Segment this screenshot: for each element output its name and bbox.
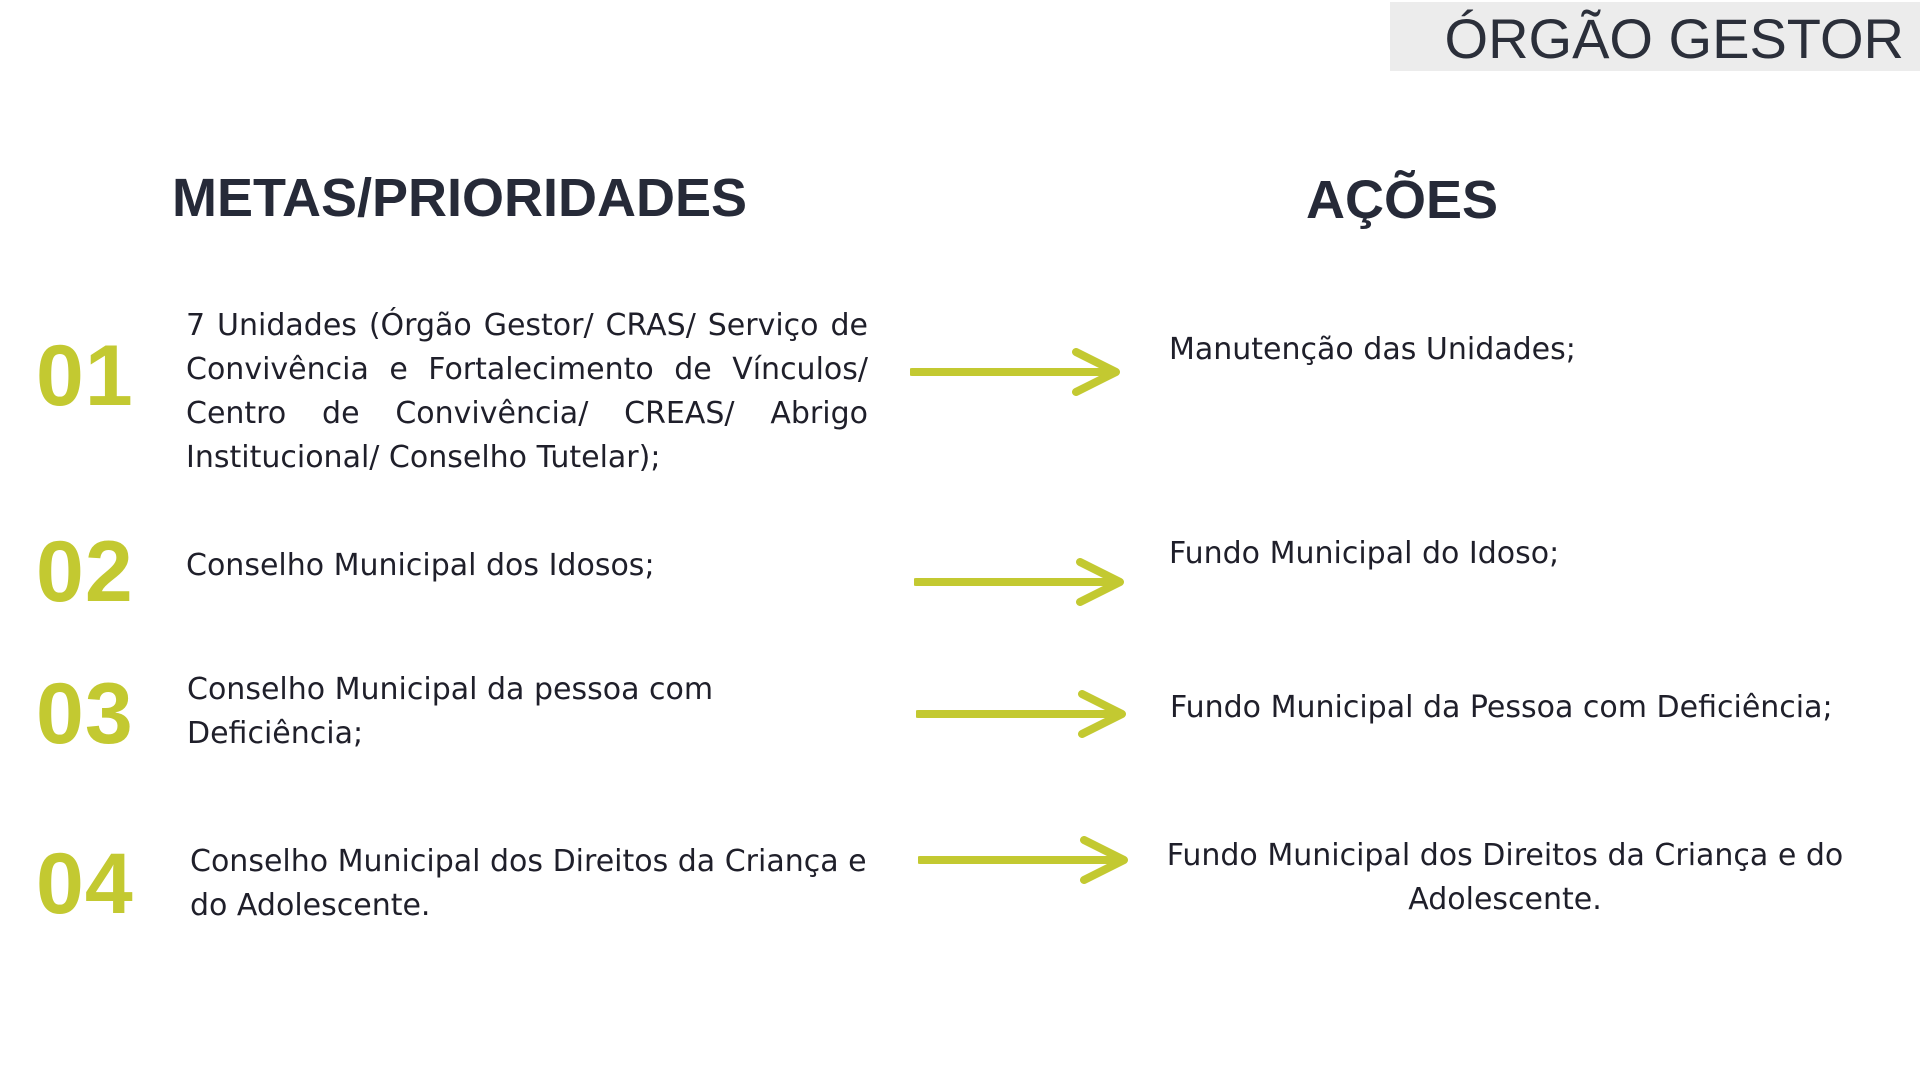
section-title: ÓRGÃO GESTOR: [1444, 7, 1904, 70]
row-number: 04: [36, 836, 134, 932]
arrow-right-icon: [916, 690, 1131, 738]
row-number: 03: [36, 666, 134, 762]
row-goal-text: 7 Unidades (Órgão Gestor/ CRAS/ Serviço de Convivência e Fortalecimento de Vínculos/ Centro de Convivência/ CREAS/ Abrigo Institucional/ Conselho Tutelar);: [186, 308, 868, 475]
arrow-right-icon: [914, 558, 1129, 606]
row-number: 02: [36, 524, 134, 620]
row-action-text: Fundo Municipal do Idoso;: [1169, 536, 1560, 571]
row-goal-text: Conselho Municipal dos Direitos da Criança e do Adolescente.: [190, 844, 867, 923]
metas-heading: METAS/PRIORIDADES: [172, 168, 748, 228]
row-goal-text: Conselho Municipal dos Idosos;: [186, 548, 655, 583]
acoes-heading: AÇÕES: [1306, 170, 1499, 230]
priority-row: [0, 660, 1920, 770]
arrow-right-icon: [910, 348, 1125, 396]
row-action-text: Fundo Municipal da Pessoa com Deficiência;: [1170, 690, 1833, 725]
row-number: 01: [36, 328, 134, 424]
row-action-text: Fundo Municipal dos Direitos da Criança e do Adolescente.: [1166, 838, 1844, 917]
priority-row: [0, 830, 1920, 950]
priority-row: [0, 520, 1920, 620]
section-tab: [1390, 2, 1920, 71]
row-action-text: Manutenção das Unidades;: [1169, 332, 1576, 367]
arrow-right-icon: [918, 836, 1133, 884]
priority-row: [0, 300, 1920, 490]
row-goal-text: Conselho Municipal da pessoa com Deficiência;: [187, 672, 714, 751]
